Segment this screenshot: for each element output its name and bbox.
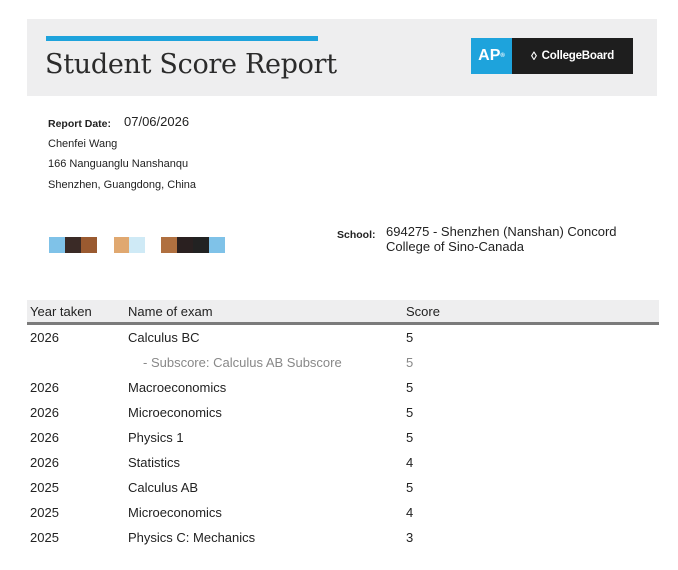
table-row: [27, 401, 659, 426]
row-exam: Macroeconomics: [128, 380, 227, 395]
report-header: [27, 19, 657, 96]
student-name: Chenfei Wang: [48, 138, 118, 150]
row-exam: Microeconomics: [128, 405, 222, 420]
table-row: [27, 426, 659, 451]
table-row: [27, 376, 659, 401]
acorn-icon: ◊: [530, 49, 537, 63]
row-score: 4: [406, 505, 414, 520]
row-score: 5: [406, 405, 414, 420]
table-row: [27, 501, 659, 526]
col-exam-header: Name of exam: [128, 304, 213, 319]
row-score: 4: [406, 455, 414, 470]
header-accent-bar: [46, 36, 318, 41]
row-year: 2026: [30, 455, 59, 470]
report-date: 07/06/2026: [124, 114, 190, 129]
row-score: 5: [406, 430, 414, 445]
col-score-header: Score: [406, 304, 440, 319]
row-year: 2026: [30, 405, 59, 420]
collegeboard-logo-text: CollegeBoard: [541, 50, 615, 62]
row-year: 2026: [30, 430, 59, 445]
row-exam: Physics C: Mechanics: [128, 530, 256, 545]
row-score: 5: [406, 355, 414, 370]
address-line-1: 166 Nanguanglu Nanshanqu: [48, 158, 189, 170]
col-year-header: Year taken: [30, 304, 92, 319]
row-score: 5: [406, 330, 414, 345]
row-year: 2025: [30, 480, 59, 495]
table-row: [27, 451, 659, 476]
row-year: 2026: [30, 380, 59, 395]
row-exam: Statistics: [128, 455, 181, 470]
row-exam: Physics 1: [128, 430, 184, 445]
table-row-subscore: [27, 351, 659, 376]
school-name: 694275 - Shenzhen (Nanshan) Concord College of Sino-Canada: [386, 224, 617, 254]
report-date-label: Report Date:: [48, 118, 112, 130]
ap-logo-text: AP: [478, 47, 501, 64]
collegeboard-logo: [512, 38, 633, 74]
row-score: 5: [406, 480, 414, 495]
table-row: [27, 526, 659, 551]
school-label: School:: [337, 229, 376, 241]
score-table-header: [27, 300, 659, 325]
table-row: [27, 476, 659, 501]
ap-logo: AP ®: [471, 38, 512, 74]
ap-collegeboard-logo: [471, 38, 633, 74]
row-year: 2026: [30, 330, 59, 345]
row-exam: - Subscore: Calculus AB Subscore: [143, 355, 342, 370]
page-title: Student Score Report: [45, 49, 337, 80]
row-exam: Calculus AB: [128, 480, 199, 495]
row-score: 3: [406, 530, 414, 545]
table-row: [27, 326, 659, 351]
row-score: 5: [406, 380, 414, 395]
row-exam: Calculus BC: [128, 330, 200, 345]
row-year: 2025: [30, 530, 59, 545]
address-line-2: Shenzhen, Guangdong, China: [48, 179, 197, 191]
row-year: 2025: [30, 505, 59, 520]
row-exam: Microeconomics: [128, 505, 222, 520]
